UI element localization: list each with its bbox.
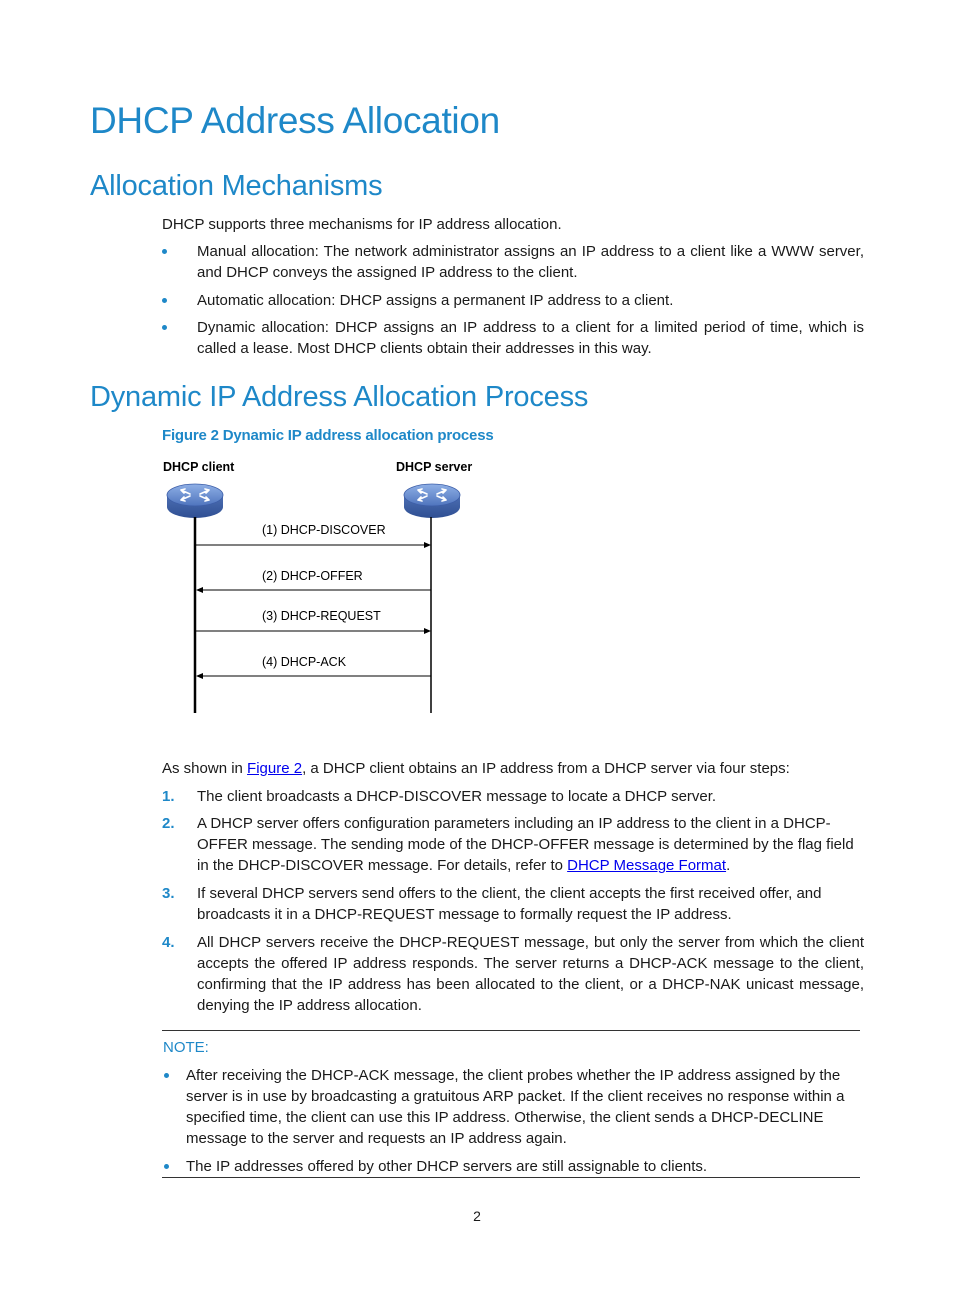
section-heading-allocation-mechanisms: Allocation Mechanisms — [90, 170, 383, 202]
message-label: (2) DHCP-OFFER — [262, 569, 363, 583]
dhcp-message-format-link[interactable]: DHCP Message Format — [567, 857, 727, 874]
page-title: DHCP Address Allocation — [90, 100, 500, 141]
step-number: 1. — [162, 788, 175, 805]
step-text: If several DHCP servers send offers to the client, the client accepts the first received offer, and broadcasts it in a DHCP-REQUEST message to formally request the IP address. — [197, 885, 822, 923]
server-label: DHCP server — [396, 460, 473, 474]
section2-intro — [162, 758, 864, 779]
arrow-right-icon — [424, 542, 431, 548]
step-text-post: . — [726, 857, 731, 874]
step-text: The client broadcasts a DHCP-DISCOVER message to locate a DHCP server. — [197, 788, 717, 805]
bullet-dot-icon — [162, 325, 167, 330]
step-text-pre: A DHCP server offers configuration parameters including an IP address to the client in a DHCP-OFFER message. The sending mode of the DHCP-OFFER message is determined by the flag field in the DHCP-DISCOVER message. For details, refer to — [197, 815, 854, 874]
note-text: After receiving the DHCP-ACK message, the client probes whether the IP address assigned by the server is in use by broadcasting a gratuitous ARP packet. If the client receives no response within a specified time, the client can use this IP address. Otherwise, the client sends a DHCP-DECLINE message to the server and requests an IP address again. — [186, 1067, 845, 1147]
message-label: (1) DHCP-DISCOVER — [262, 523, 386, 537]
arrow-left-icon — [196, 587, 203, 593]
message-label: (3) DHCP-REQUEST — [262, 609, 381, 623]
bullet-dot-icon — [164, 1073, 169, 1078]
bullet-item — [162, 290, 864, 311]
step-item — [162, 932, 864, 1016]
arrow-right-icon — [424, 628, 431, 634]
dhcp-sequence-diagram — [150, 455, 490, 720]
page-number: 2 — [473, 1208, 481, 1224]
intro-text-post: , a DHCP client obtains an IP address from a DHCP server via four steps: — [302, 760, 790, 777]
step-number: 4. — [162, 934, 175, 951]
note-title: NOTE: — [163, 1039, 209, 1056]
bullet-item — [162, 241, 864, 283]
message-label: (4) DHCP-ACK — [262, 655, 347, 669]
figure-2-link[interactable]: Figure 2 — [247, 760, 303, 777]
bullet-text: Dynamic allocation: DHCP assigns an IP address to a client for a limited period of time, which is called a lease. Most DHCP clients obtain their addresses in this way. — [197, 319, 864, 357]
step-item — [162, 883, 864, 925]
message-offer — [196, 569, 431, 593]
step-number: 2. — [162, 815, 175, 832]
figure-caption: Figure 2 Dynamic IP address allocation process — [162, 427, 494, 444]
server-router-icon — [404, 484, 460, 518]
step-item — [162, 813, 864, 876]
bullet-dot-icon — [162, 249, 167, 254]
bullet-dot-icon — [164, 1164, 169, 1169]
message-discover — [196, 523, 431, 548]
note-text: The IP addresses offered by other DHCP servers are still assignable to clients. — [186, 1158, 708, 1175]
note-item — [162, 1065, 852, 1149]
step-number: 3. — [162, 885, 175, 902]
message-ack — [196, 655, 431, 679]
bullet-text: Automatic allocation: DHCP assigns a permanent IP address to a client. — [197, 292, 674, 309]
section1-intro: DHCP supports three mechanisms for IP address allocation. — [162, 216, 562, 233]
step-item — [162, 786, 864, 807]
note-bottom-rule — [162, 1177, 860, 1178]
note-top-rule — [162, 1030, 860, 1031]
arrow-left-icon — [196, 673, 203, 679]
client-router-icon — [167, 484, 223, 518]
bullet-dot-icon — [162, 298, 167, 303]
intro-text-pre: As shown in — [162, 760, 248, 777]
bullet-item — [162, 317, 864, 359]
step-text — [197, 813, 864, 876]
client-label: DHCP client — [163, 460, 235, 474]
step-text: All DHCP servers receive the DHCP-REQUEST message, but only the server from which the client accepts the offered IP address responds. The server returns a DHCP-ACK message to the client, confirming that the IP address has been allocated to the client, or a DHCP-NAK unicast message, denying the IP address allocation. — [197, 934, 864, 1014]
note-item — [162, 1156, 852, 1177]
message-request — [196, 609, 431, 634]
bullet-text: Manual allocation: The network administrator assigns an IP address to a client like a WWW server, and DHCP conveys the assigned IP address to the client. — [197, 243, 864, 281]
section-heading-dynamic-allocation: Dynamic IP Address Allocation Process — [90, 381, 589, 413]
